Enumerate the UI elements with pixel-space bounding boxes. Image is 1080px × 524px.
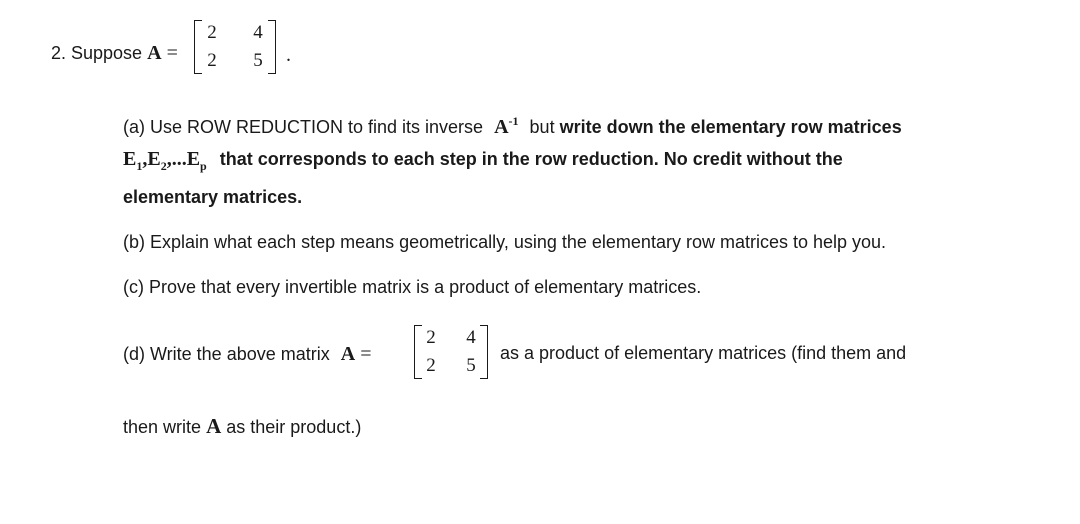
matrix-cell: 5 [466,355,476,376]
equals-sign: = [360,343,372,365]
part-a-line-2 [123,148,843,171]
matrix-cell: 4 [253,22,263,43]
matrix-right-bracket [268,20,276,74]
elementary-E1 [123,148,207,173]
matrix-left-bracket [414,325,422,379]
comma: , [142,148,148,170]
matrix-cell: 2 [207,22,217,43]
part-d-prefix: (d) Write the above matrix [123,344,330,364]
problem-number-label: 2. Suppose [51,43,143,63]
E2-subscript: 2 [160,159,167,173]
matrix-A [194,20,276,76]
matrix-cell: 4 [466,327,476,348]
part-c-text: (c) Prove that every invertible matrix is a product of elementary matrices. [123,277,702,297]
E2-base: E [147,148,161,170]
part-d-line2-prefix: then write [123,417,202,437]
E1-subscript: 1 [136,159,143,173]
E1-base: E [123,148,137,170]
ellipsis: ,... [166,148,187,170]
part-a-line-1 [123,116,902,139]
inverse-A [494,116,518,138]
part-a-prefix: (a) Use ROW REDUCTION to find its inverse [123,117,484,137]
part-d-suffix: as a product of elementary matrices (find them and [500,343,907,363]
problem-header [51,42,178,65]
inverse-base: A [494,116,509,138]
Ep-base: E [186,148,201,170]
part-d-line2-suffix: as their product.) [226,417,362,437]
matrix-left-bracket [194,20,202,74]
part-d-line-1 [123,343,372,366]
Ep-subscript: p [200,159,207,173]
matrix-variable-A: A [206,414,222,438]
inverse-superscript: -1 [508,114,519,128]
part-b-text: (b) Explain what each step means geometrically, using the elementary row matrices to help you. [123,232,887,252]
matrix-cell: 2 [426,355,436,376]
matrix-cell: 2 [426,327,436,348]
part-a-but: but [529,117,555,137]
part-d-line-2 [123,414,361,439]
matrix-cell: 2 [207,50,217,71]
part-a-line-3: elementary matrices. [123,187,303,207]
matrix-cell: 5 [253,50,263,71]
part-a-bold-tail: write down the elementary row matrices [559,117,902,137]
equals-sign: = [166,42,178,64]
matrix-variable-A: A [340,343,356,365]
matrix-variable-A: A [147,42,162,64]
matrix-right-bracket [480,325,488,379]
period: . [286,44,291,66]
matrix-A-part-d [414,325,488,381]
part-a-line-2-text: that corresponds to each step in the row reduction. No credit without the [219,149,843,169]
